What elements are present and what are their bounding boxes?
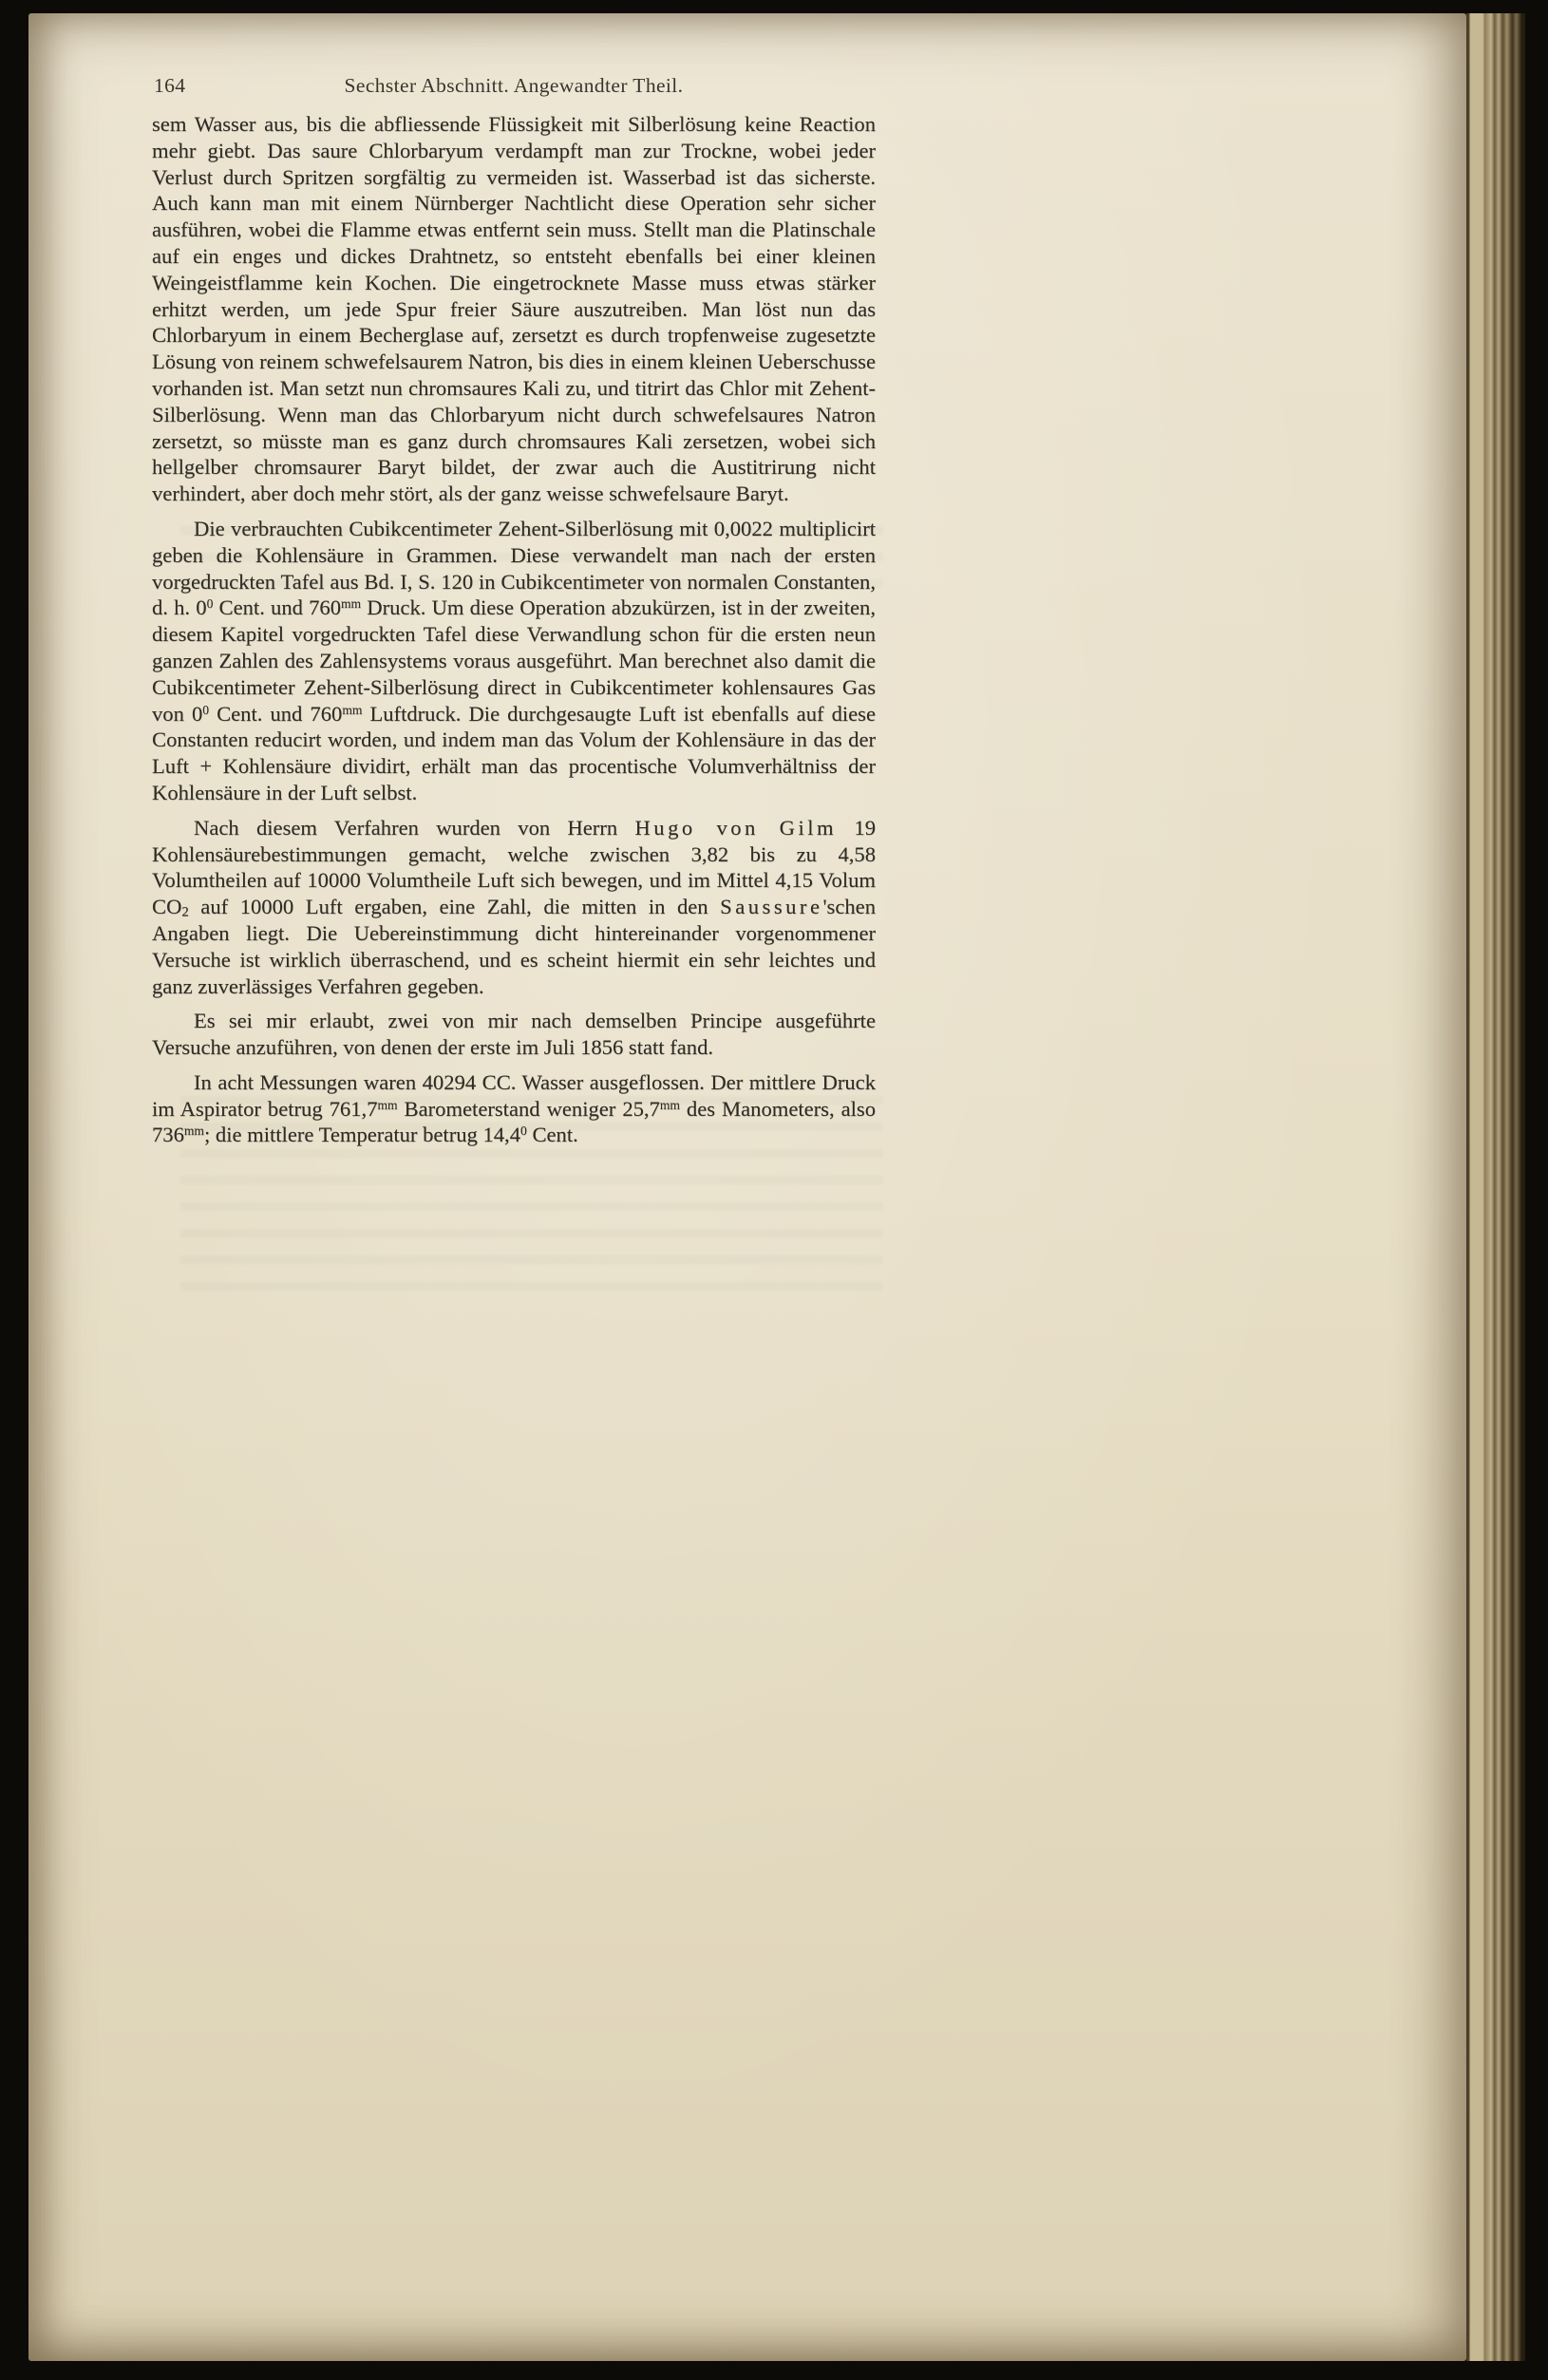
- text-run: 0: [206, 596, 214, 612]
- page-number: 164: [154, 74, 186, 97]
- text-run: Druck. Um diese Operation abzukürzen, ist in der zweiten, diesem Kapitel vorgedruckten Tafel diese Verwandlung schon für die ersten neun ganzen Zahlen des Zahlensystems voraus ausgeführt. Man berechnet also damit die Cubikcentimeter Zehent-Silberlösung direct in Cubikcentimeter kohlensaures Gas von 0: [152, 595, 876, 726]
- text-run: mm: [341, 596, 362, 612]
- paragraph: [152, 516, 876, 806]
- paper: [28, 13, 1466, 2361]
- text-run: Cent. und 760: [213, 595, 342, 620]
- text-run: Hugo von Gilm: [634, 815, 838, 840]
- text-run: Saussure: [720, 895, 823, 919]
- text-run: 'schen Angaben liegt. Die Uebereinstimmung dicht hintereinander vorgenommener Versuche ist wirklich überraschend, und es scheint hiermit ein sehr leichtes und ganz zuverlässiges Verfahren gegeben.: [152, 895, 876, 998]
- text-run: Die verbrauchten Cubikcentimeter Zehent-Silberlösung mit 0,0022 multiplicirt geben die Kohlensäure in Grammen. Diese verwandelt man nach der ersten vorgedruckten Tafel aus Bd. I, S. 120 in Cubikcentimeter von normalen Constanten, d. h. 0: [152, 516, 876, 620]
- text-run: sem Wasser aus, bis die abfliessende Flüssigkeit mit Silberlösung keine Reaction mehr giebt. Das saure Chlorbaryum verdampft man zur Trockne, wobei jeder Verlust durch Spritzen sorgfältig zu vermeiden ist. Wasserbad ist das sicherste. Auch kann man mit einem Nürnberger Nachtlicht diese Operation sehr sicher ausführen, wobei die Flamme etwas entfernt sein muss. Stellt man die Platinschale auf ein enges und dickes Drahtnetz, so entsteht ebenfalls bei einer kleinen Weingeistflamme kein Kochen. Die eingetrocknete Masse muss etwas stärker erhitzt werden, um jede Spur freier Säure auszutreiben. Man löst nun das Chlorbaryum in einem Becherglase auf, zersetzt es durch tropfenweise zugesetzte Lösung von reinem schwefelsaurem Natron, bis dies in einem kleinen Ueberschusse vorhanden ist. Man setzt nun chromsaures Kali zu, und titrirt das Chlor mit Zehent-Silberlösung. Wenn man das Chlorbaryum nicht durch schwefelsaures Natron zersetzt, so müsste man es ganz durch chromsaures Kali zersetzen, wobei sich hellgelber chromsaurer Baryt bildet, der zwar auch die Austitrirung nicht verhindert, aber doch mehr stört, als der ganz weisse schwefelsaure Baryt.: [152, 112, 876, 506]
- running-title: Sechster Abschnitt. Angewandter Theil.: [344, 74, 684, 97]
- book-fore-edge: [1466, 13, 1525, 2361]
- text-run: 19 Kohlensäurebestimmungen gemacht, welche zwischen 3,82 bis zu 4,58 Volumtheilen auf 10000 Volumtheile Luft sich bewegen, und im Mittel 4,15 Volum CO: [152, 815, 876, 919]
- text-run: Nach diesem Verfahren wurden von Herrn: [194, 815, 635, 840]
- text-run: In acht Messungen waren 40294 CC. Wasser ausgeflossen. Der mittlere Druck im Aspirator betrug 761,7: [152, 1069, 876, 1121]
- paragraph: [152, 1069, 876, 1148]
- text-run: 2: [181, 904, 189, 920]
- paragraph: [152, 815, 876, 1000]
- text-run: Luftdruck. Die durchgesaugte Luft ist ebenfalls auf diese Constanten reducirt worden, und indem man das Volum der Kohlensäure in das der Luft + Kohlensäure dividirt, erhält man das procentische Volumverhältniss der Kohlensäure in der Luft selbst.: [152, 701, 876, 804]
- text-run: Es sei mir erlaubt, zwei von mir nach demselben Principe ausgeführte Versuche anzuführen, von denen der erste im Juli 1856 statt fand.: [152, 1009, 876, 1060]
- text-run: 0: [202, 702, 210, 717]
- paragraph: [152, 1008, 876, 1061]
- text-run: mm: [183, 1124, 204, 1139]
- text-run: Cent. und 760: [209, 701, 343, 726]
- text-run: mm: [377, 1097, 398, 1112]
- text-run: mm: [342, 702, 363, 717]
- page-header: [152, 74, 876, 98]
- text-column: [152, 74, 876, 1148]
- text-run: auf 10000 Luft ergaben, eine Zahl, die mitten in den: [188, 895, 721, 919]
- text-run: mm: [659, 1097, 680, 1112]
- text-run: Barometerstand weniger 25,7: [397, 1096, 660, 1121]
- page-body: [152, 111, 876, 1148]
- text-run: 0: [520, 1124, 527, 1139]
- paragraph: [152, 111, 876, 507]
- text-run: ; die mittlere Temperatur betrug 14,4: [203, 1123, 521, 1147]
- text-run: des Manometers, also 736: [152, 1096, 876, 1147]
- text-run: Cent.: [526, 1123, 578, 1147]
